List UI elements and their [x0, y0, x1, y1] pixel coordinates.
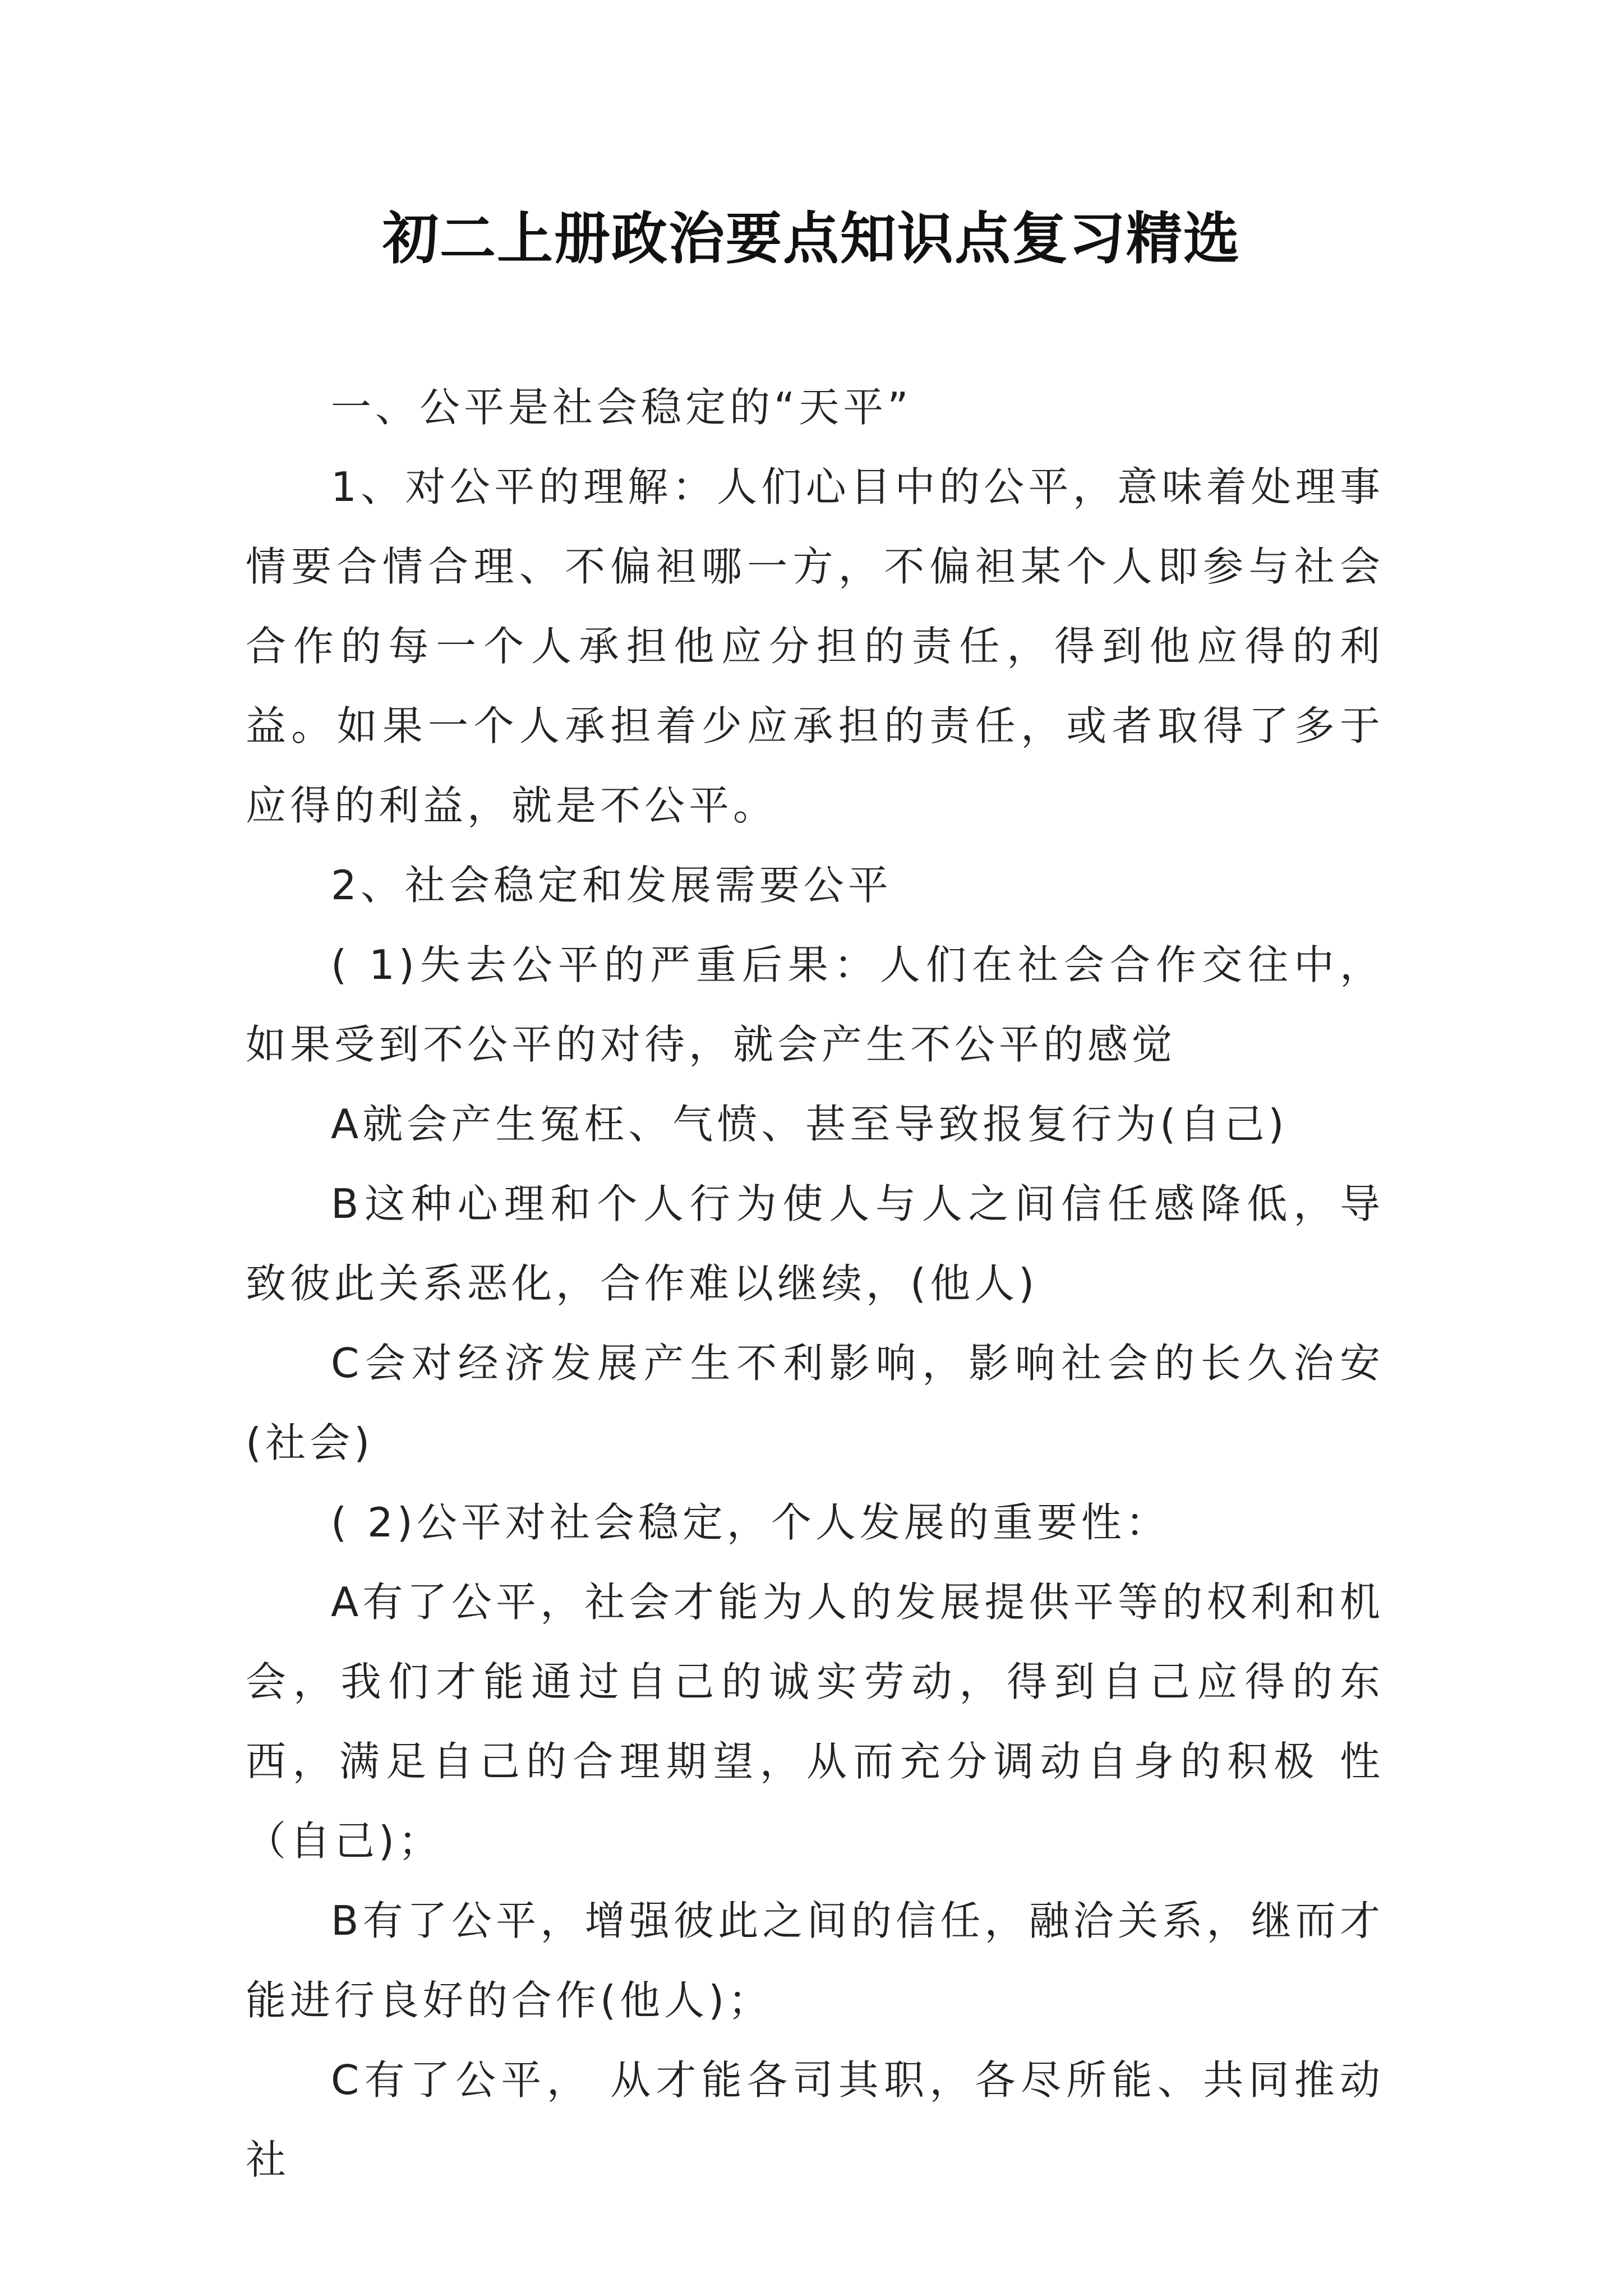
paragraph: ( 1)失去公平的严重后果：人们在社会合作交往中，如果受到不公平的对待，就会产生不公平的感觉 — [246, 941, 1384, 1068]
subsection-heading: 2、社会稳定和发展需要公平 — [331, 862, 892, 909]
document-body — [246, 367, 1384, 2200]
paragraph: A就会产生冤枉、气愤、甚至导致报复行为(自己) — [331, 1101, 1288, 1148]
document-title: 初二上册政治要点知识点复习精选 — [382, 205, 1241, 272]
paragraph: ( 2)公平对社会稳定，个人发展的重要性： — [331, 1499, 1170, 1546]
paragraph: B这种心理和个人行为使人与人之间信任感降低，导 致彼此关系恶化，合作难以继续，(他人) — [246, 1180, 1384, 1307]
paragraph: 1、对公平的理解：人们心目中的公平，意味着处理事情要合情合理、不偏袒哪一方，不偏袒某个人即参与社会合作的每一个人承担他应分担的责任，得到他应得的利益。如果一个人承担着少应承担的责任，或者取得了多于应得的利益，就是不公平。 — [246, 463, 1384, 829]
paragraph: A有了公平，社会才能为人的发展提供平等的权利和机会，我们才能通过自己的诚实劳动，得到自己应得的东西，满足自己的合理期望，从而充分调动自身的积极 性 （自己)； — [246, 1579, 1384, 1865]
section-heading: 一、公平是社会稳定的“天平” — [331, 384, 912, 431]
paragraph: C会对经济发展产生不利影响，影响社会的长久治安(社会) — [246, 1340, 1384, 1466]
paragraph: C有了公平， 从才能各司其职，各尽所能、共同推动社 — [246, 2056, 1384, 2183]
paragraph: B有了公平，增强彼此之间的信任，融洽关系，继而才能进行良好的合作(他人)； — [246, 1897, 1384, 2024]
